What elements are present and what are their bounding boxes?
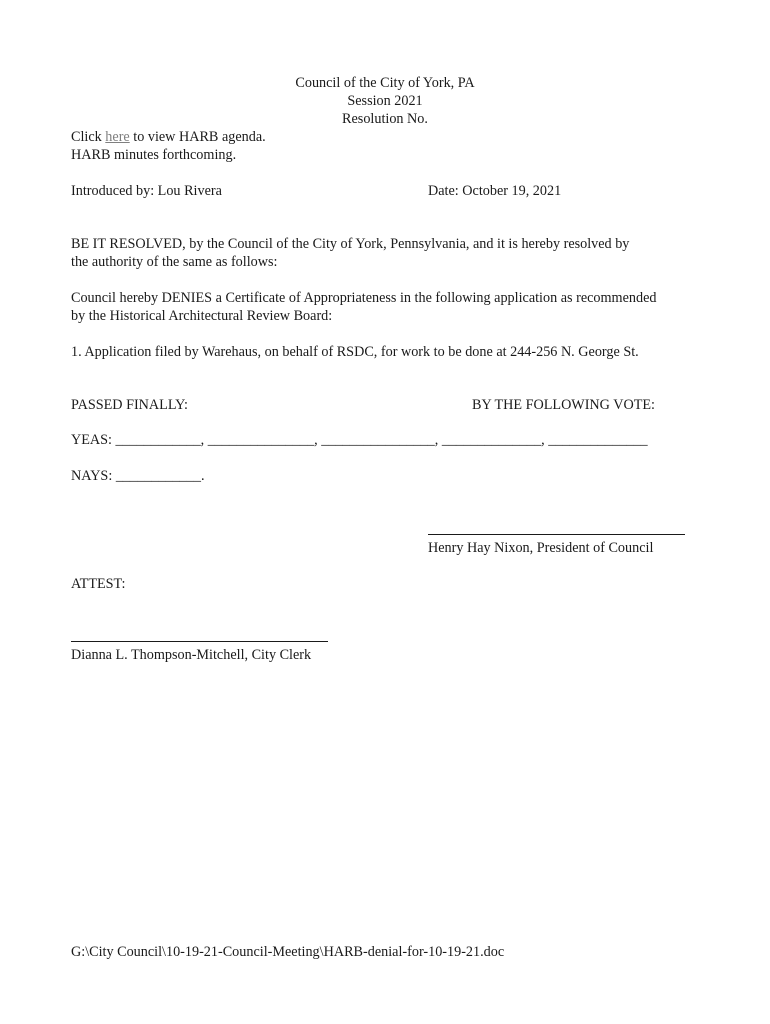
- resolved-line-1: BE IT RESOLVED, by the Council of the City of York, Pennsylvania, and it is hereby resolved by: [71, 236, 630, 252]
- president-signature-line: [428, 534, 685, 535]
- resolved-line-2: the authority of the same as follows:: [71, 254, 278, 270]
- harb-click-suffix: to view HARB agenda.: [129, 129, 266, 145]
- following-vote-label: BY THE FOLLOWING VOTE:: [472, 397, 655, 413]
- application-item-1: 1. Application filed by Warehaus, on behalf of RSDC, for work to be done at 244-256 N. George St.: [71, 344, 639, 360]
- harb-agenda-line: [71, 128, 266, 146]
- denies-line-1: Council hereby DENIES a Certificate of Appropriateness in the following application as recommended: [71, 290, 657, 306]
- passed-finally-label: PASSED FINALLY:: [71, 397, 188, 413]
- nays-line: NAYS: ____________.: [71, 468, 205, 484]
- introduced-by: Introduced by: Lou Rivera: [71, 183, 222, 199]
- footer-file-path: G:\City Council\10-19-21-Council-Meeting\HARB-denial-for-10-19-21.doc: [71, 944, 505, 960]
- header-resolution-no: Resolution No.: [342, 111, 428, 127]
- harb-minutes-note: HARB minutes forthcoming.: [71, 147, 237, 163]
- clerk-signature-line: [71, 641, 328, 642]
- attest-label: ATTEST:: [71, 576, 126, 592]
- yeas-line: YEAS: ____________, _______________, ________________, ______________, ______________: [71, 432, 648, 448]
- harb-click-prefix: Click: [71, 129, 106, 145]
- harb-agenda-link[interactable]: here: [105, 129, 130, 145]
- header-session: Session 2021: [347, 93, 423, 109]
- resolution-date: Date: October 19, 2021: [428, 183, 562, 199]
- header-council: Council of the City of York, PA: [295, 75, 475, 91]
- denies-line-2: by the Historical Architectural Review Board:: [71, 308, 333, 324]
- clerk-name: Dianna L. Thompson-Mitchell, City Clerk: [71, 647, 312, 663]
- president-name: Henry Hay Nixon, President of Council: [428, 540, 654, 556]
